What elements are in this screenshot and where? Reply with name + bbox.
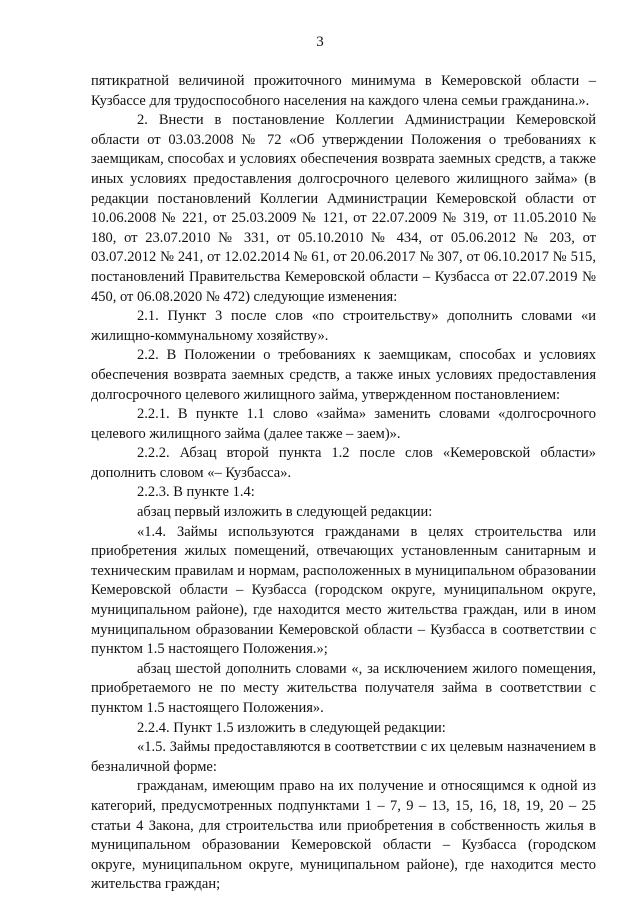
paragraph-item-2-2-3: 2.2.3. В пункте 1.4: bbox=[137, 484, 255, 501]
paragraph-continuation: пятикратной величиной прожиточного минимума в Кемеровской области – Кузбассе для трудоспособного населения на каждого члена семьи гражданина.». bbox=[91, 73, 596, 109]
paragraph-quote-1-5: «1.5. Займы предоставляются в соответствии с их целевым назначением в безналичной форме: bbox=[91, 739, 596, 775]
paragraph-first-abzac-note: абзац первый изложить в следующей редакции: bbox=[137, 504, 433, 521]
paragraph-item-2-2-4: 2.2.4. Пункт 1.5 изложить в следующей редакции: bbox=[137, 719, 446, 736]
document-body bbox=[91, 72, 596, 895]
paragraph-item-2-2-2: 2.2.2. Абзац второй пункта 1.2 после слов «Кемеровской области» дополнить словом «– Кузбасса». bbox=[91, 445, 596, 481]
paragraph-item-2: 2. Внести в постановление Коллегии Администрации Кемеровской области от 03.03.2008 № 72 «Об утверждении Положения о требованиях к заемщикам, способах и условиях обеспечения возврата заемных средств, а также иных условиях предоставления долгосрочного целевого жилищного займа» (в редакции постановлений Коллегии Администрации Кемеровской области от 10.06.2008 № 221, от 25.03.2009 № 121, от 22.07.2009 № 319, от 11.05.2010 № 180, от 23.07.2010 № 331, от 05.10.2010 № 434, от 05.06.2012 № 203, от 03.07.2012 № 241, от 12.02.2014 № 61, от 20.06.2017 № 307, от 06.10.2017 № 515, постановлений Правительства Кемеровской области – Кузбасса от 22.07.2019 № 450, от 06.08.2020 № 472) следующие изменения: bbox=[91, 112, 596, 305]
paragraph-citizens-clause: гражданам, имеющим право на их получение и относящимся к одной из категорий, предусмотренных подпунктами 1 – 7, 9 – 13, 15, 16, 18, 19, 20 – 25 статьи 4 Закона, для строительства или приобретения в собственность жилья в муниципальном образовании Кемеровской области – Кузбасса (городском округе, муниципальном округе, муниципальном районе), где находится место жительства граждан; bbox=[91, 778, 596, 893]
paragraph-item-2-2: 2.2. В Положении о требованиях к заемщикам, способах и условиях обеспечения возврата заемных средств, а также иных условиях предоставления долгосрочного целевого жилищного займа, утвержденном постановлением: bbox=[91, 347, 596, 403]
paragraph-sixth-abzac-note: абзац шестой дополнить словами «, за исключением жилого помещения, приобретаемого не по месту жительства получателя займа в соответствии с пунктом 1.5 настоящего Положения». bbox=[91, 660, 596, 716]
paragraph-item-2-2-1: 2.2.1. В пункте 1.1 слово «займа» заменить словами «долгосрочного целевого жилищного займа (далее также – заем)». bbox=[91, 406, 596, 442]
paragraph-item-2-1: 2.1. Пункт 3 после слов «по строительству» дополнить словами «и жилищно-коммунальному хозяйству». bbox=[91, 308, 596, 344]
page-number: 3 bbox=[316, 34, 324, 50]
paragraph-quote-1-4: «1.4. Займы используются гражданами в целях строительства или приобретения жилых помещений, отвечающих установленным санитарным и техническим правилам и нормам, расположенных в муниципальном образовании Кемеровской области – Кузбасса (городском округе, муниципальном округе, муниципальном районе), где находится место жительства граждан, или в ином муниципальном образовании Кемеровской области – Кузбасса в соответствии с пунктом 1.5 настоящего Положения.»; bbox=[91, 523, 596, 658]
